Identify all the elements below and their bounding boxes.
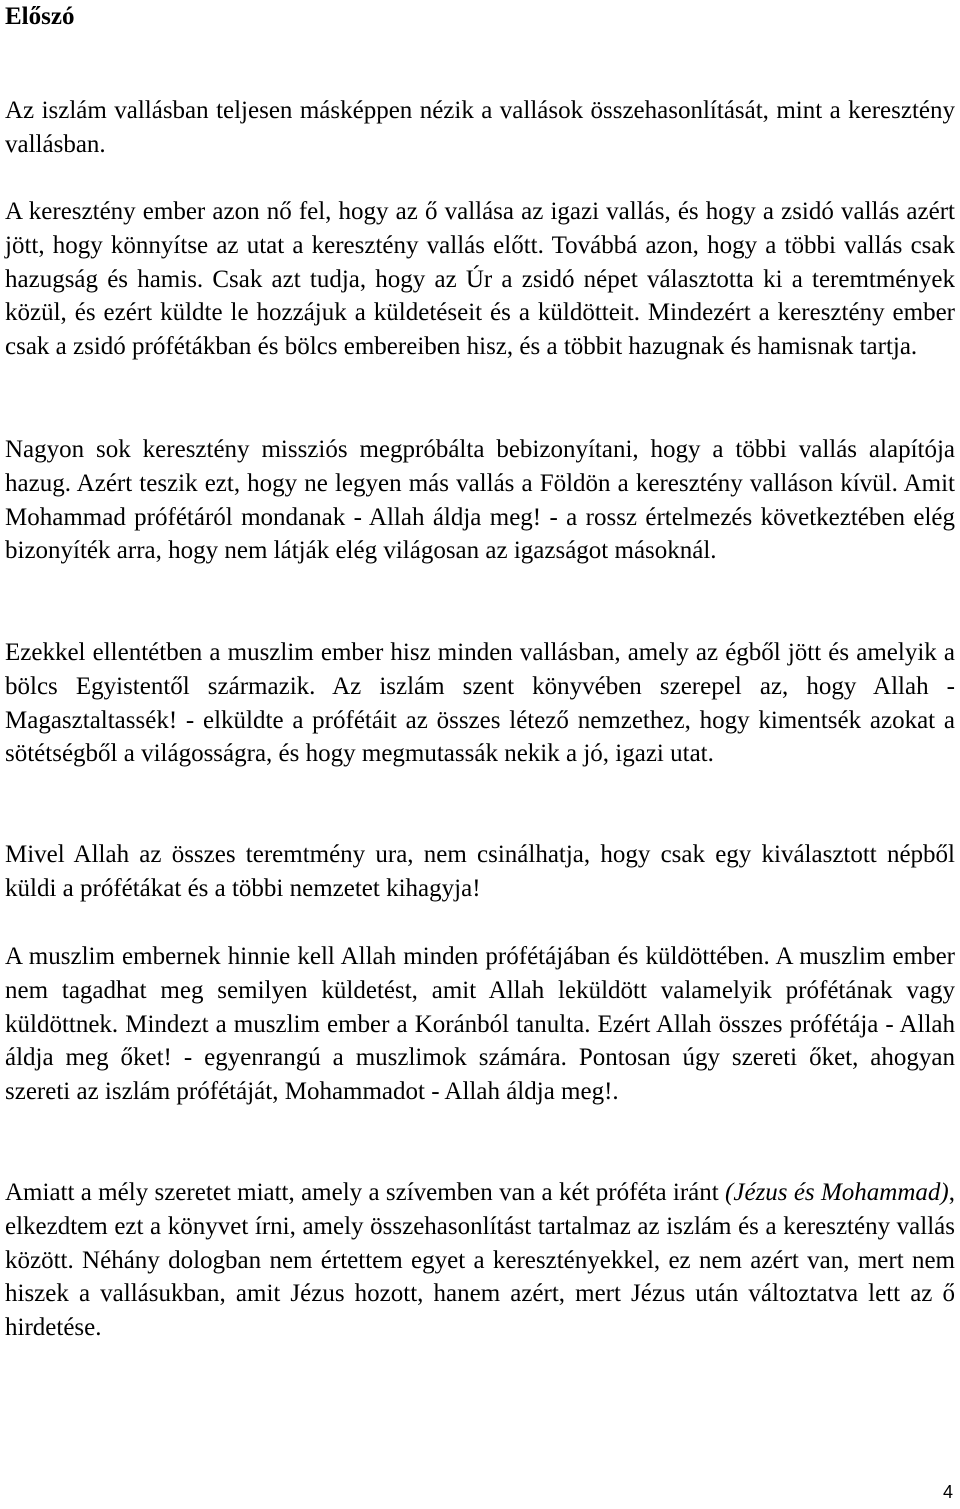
paragraph-7-italic-names: (Jézus és Mohammad) — [725, 1179, 949, 1206]
paragraph-7-text-after: , elkezdtem ezt a könyvet írni, amely összehasonlítást tartalmaz az iszlám és a keresztény vallás között. Néhány dologban nem értettem egyet a keresztényekkel, ez nem azért van, mert nem hiszek a vallásukban, amit Jézus hozott, hanem azért, mert Jézus után változtatva lett az ő hirdetése. — [5, 1179, 955, 1342]
paragraph-3: Nagyon sok keresztény missziós megpróbálta bebizonyítani, hogy a többi vallás alapítója hazug. Azért teszik ezt, hogy ne legyen más vallás a Földön a keresztény valláson kívül. Amit Mohammad prófétáról mondanak - Allah áldja meg! - a rossz értelmezés következtében elég bizonyíték arra, hogy nem látják elég világosan az igazságot másoknál. — [5, 436, 955, 565]
paragraph-6: A muszlim embernek hinnie kell Allah minden prófétájában és küldöttében. A muszlim ember nem tagadhat meg semilyen küldetést, amit Allah leküldött valamelyik prófétának vagy küldöttnek. Mindezt a muszlim ember a Koránból tanulta. Ezért Allah összes prófétája - Allah áldja meg őket! - egyenrangú a muszlimok számára. Pontosan úgy szereti őket, ahogyan szereti az iszlám prófétáját, Mohammadot - Allah áldja meg!. — [5, 943, 955, 1106]
paragraph-4: Ezekkel ellentétben a muszlim ember hisz minden vallásban, amely az égből jött és amelyik a bölcs Egyistentől származik. Az iszlám szent könyvében szerepel az, hogy Allah - Magasztaltassék! - elküldte a prófétáit az összes létező nemzethez, hogy kimentsék azokat a sötétségből a világosságra, és hogy megmutassák nekik a jó, igazi utat. — [5, 639, 955, 768]
paragraph-7-text-before: Amiatt a mély szeretet miatt, amely a szívemben van a két próféta iránt — [5, 1179, 726, 1206]
paragraph-1: Az iszlám vallásban teljesen másképpen nézik a vallások összehasonlítását, mint a keresztény vallásban. — [5, 97, 955, 158]
page-title: Előszó — [5, 3, 75, 30]
paragraph-7 — [5, 1176, 955, 1345]
paragraph-2: A keresztény ember azon nő fel, hogy az ő vallása az igazi vallás, és hogy a zsidó vallás azért jött, hogy könnyítse az utat a keresztény vallás előtt. Továbbá azon, hogy a többi vallás csak hazugság és hamis. Csak azt tudja, hogy az Úr a zsidó népet választotta ki a teremtmények közül, és ezért küldte le hozzájuk a küldetéseit és a küldötteit. Mindezért a keresztény ember csak a zsidó prófétákban és bölcs embereiben hisz, és a többit hazugnak és hamisnak tartja. — [5, 198, 955, 361]
page-number: 4 — [942, 1482, 953, 1502]
paragraph-5: Mivel Allah az összes teremtmény ura, nem csinálhatja, hogy csak egy kiválasztott népből küldi a prófétákat és a többi nemzetet kihagyja! — [5, 841, 955, 902]
